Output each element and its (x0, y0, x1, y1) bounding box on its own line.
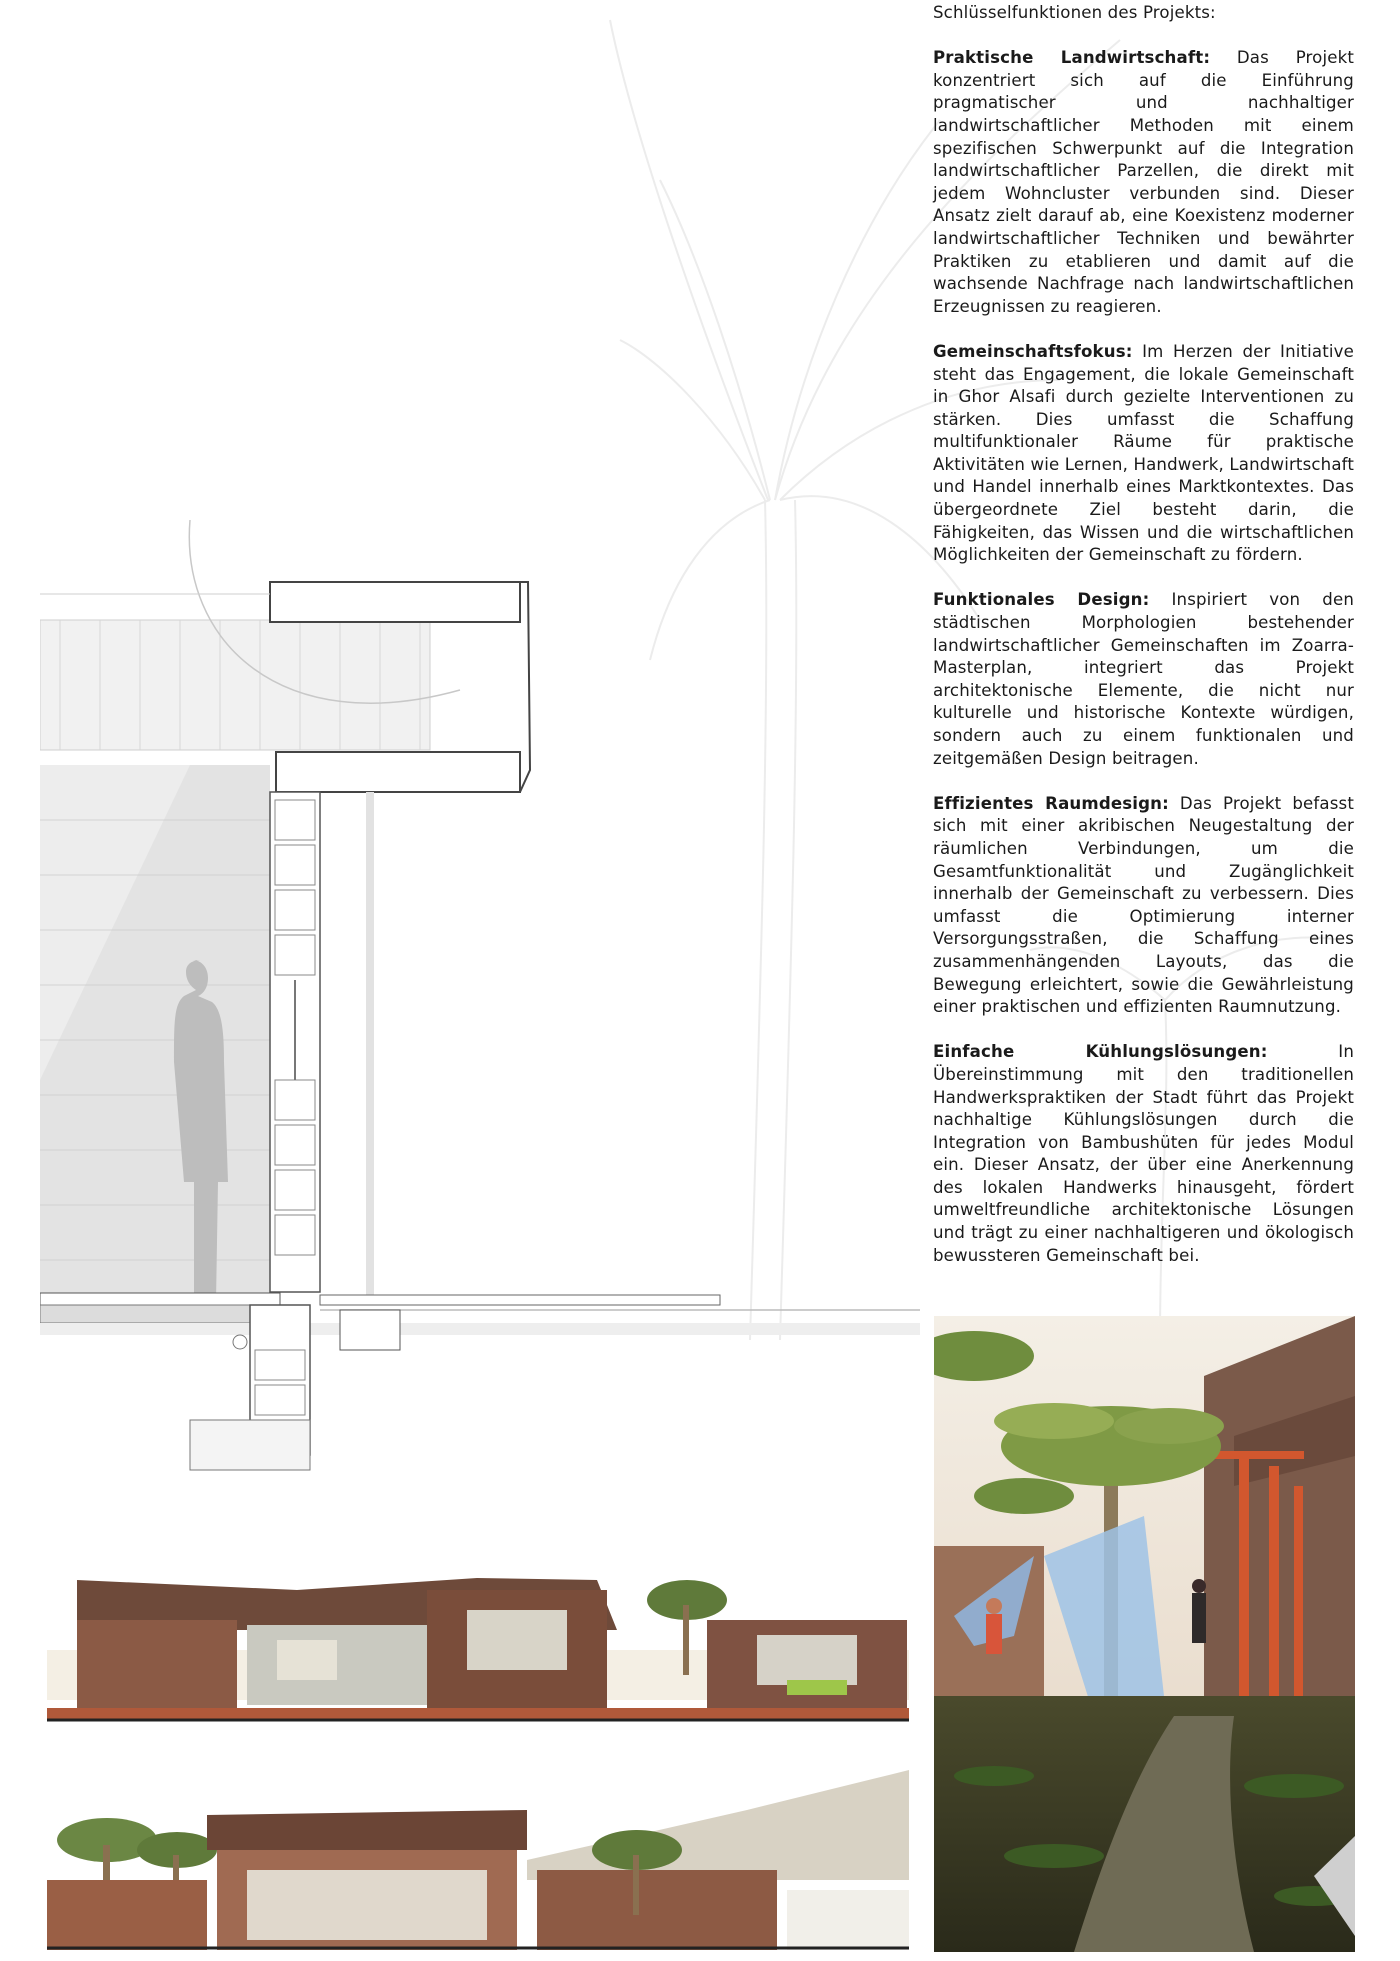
section-heading: Einfache Kühlungslösungen: (933, 1042, 1268, 1062)
ground-fill (40, 1323, 920, 1335)
courtyard-perspective-render (934, 1316, 1355, 1952)
section-body: Im Herzen der Initiative steht das Engagement, die lokale Gemeinschaft in Ghor Alsafi durch gezielte Interventionen zu stärken. Dies umfasst die Schaffung multifunktionaler Räume für praktische Aktivitäten wie Lernen, Handwerk, Landwirtschaft und Handel innerhalb eines Marktkontextes. Das übergeordnete Ziel besteht darin, die Fähigkeiten, das Wissen und die wirtschaftlichen Möglichkeiten der Gemeinschaft zu fördern. (933, 341, 1354, 565)
right-building (537, 1870, 777, 1950)
roof-lower-beam (276, 752, 520, 792)
section-gemeinschaftsfokus (933, 341, 1354, 567)
section-heading: Effizientes Raumdesign: (933, 793, 1169, 813)
floor-hatch (40, 1305, 280, 1323)
ground-strip (47, 1708, 909, 1720)
orange-frame-column (1239, 1456, 1249, 1736)
building-section-render-1 (47, 1560, 909, 1730)
interior-wall (77, 1620, 237, 1710)
section-heading: Praktische Landwirtschaft: (933, 48, 1211, 68)
left-building (47, 1880, 207, 1950)
floor-slab (40, 1293, 280, 1305)
drain-pipe (233, 1335, 247, 1349)
main-roof (207, 1810, 527, 1850)
section-heading: Funktionales Design: (933, 590, 1150, 610)
section-body: Das Projekt konzentriert sich auf die Einführung pragmatischer und nachhaltiger landwirtschaftlicher Methoden mit einem spezifischen Schwerpunkt auf die Integration landwirtschaftlicher Parzellen, die direkt mit jedem Wohncluster verbunden sind. Dieser Ansatz zielt darauf ab, eine Koexistenz moderner landwirtschaftlicher Techniken und bewährter Praktiken zu etablieren und damit auf die wachsende Nachfrage nach landwirtschaftlichen Erzeugnissen zu reagieren. (933, 48, 1354, 316)
intro-line: Schlüsselfunktionen des Projekts: (933, 3, 1216, 22)
roof-upper-beam (270, 582, 520, 622)
section-kuehlungsloesungen (933, 1041, 1354, 1267)
wall-section-detail-drawing (40, 520, 920, 1480)
section-heading: Gemeinschaftsfokus: (933, 341, 1133, 361)
drainage-channel (340, 1310, 400, 1350)
foundation-footing (190, 1420, 310, 1470)
section-body: In Übereinstimmung mit den traditionellen Handwerkspraktiken der Stadt führt das Projekt nachhaltige Kühlungslösungen durch die Integration von Bambushüten für jedes Modul ein. Dieser Ansatz, der über eine Anerkennung des lokalen Handwerks hinausgeht, fördert umweltfreundliche architektonische Lösungen und trägt zu einer nachhaltigeren und ökologisch bewussteren Gemeinschaft bei. (933, 1042, 1354, 1265)
building-section-render-2 (47, 1770, 909, 1950)
roof-fascia (520, 582, 530, 792)
section-effizientes-raumdesign (933, 793, 1354, 1019)
section-body: Inspiriert von den städtischen Morphologien bestehender landwirtschaftlicher Gemeinschaften im Zoarra-Masterplan, integriert das Projekt architektonische Elemente, die nicht nur kulturelle und historische Kontexte würdigen, sondern auch zu einem funktionalen und zeitgemäßen Design beitragen. (933, 590, 1354, 768)
section-body: Das Projekt befasst sich mit einer akribischen Neugestaltung der räumlichen Verbindungen, um die Gesamtfunktionalität und Zugänglichkeit innerhalb der Gemeinschaft zu verbessern. Dies umfasst die Optimierung interner Versorgungsstraßen, die Schaffung eines zusammenhängenden Layouts, das die Bewegung erleichtert, sowie die Gewährleistung einer praktischen und effizienten Raumnutzung. (933, 793, 1354, 1017)
section-praktische-landwirtschaft (933, 47, 1354, 318)
section-funktionales-design (933, 589, 1354, 770)
roof-bamboo-layer (40, 620, 430, 750)
text-column (933, 2, 1354, 1290)
exterior-paving (320, 1295, 720, 1305)
